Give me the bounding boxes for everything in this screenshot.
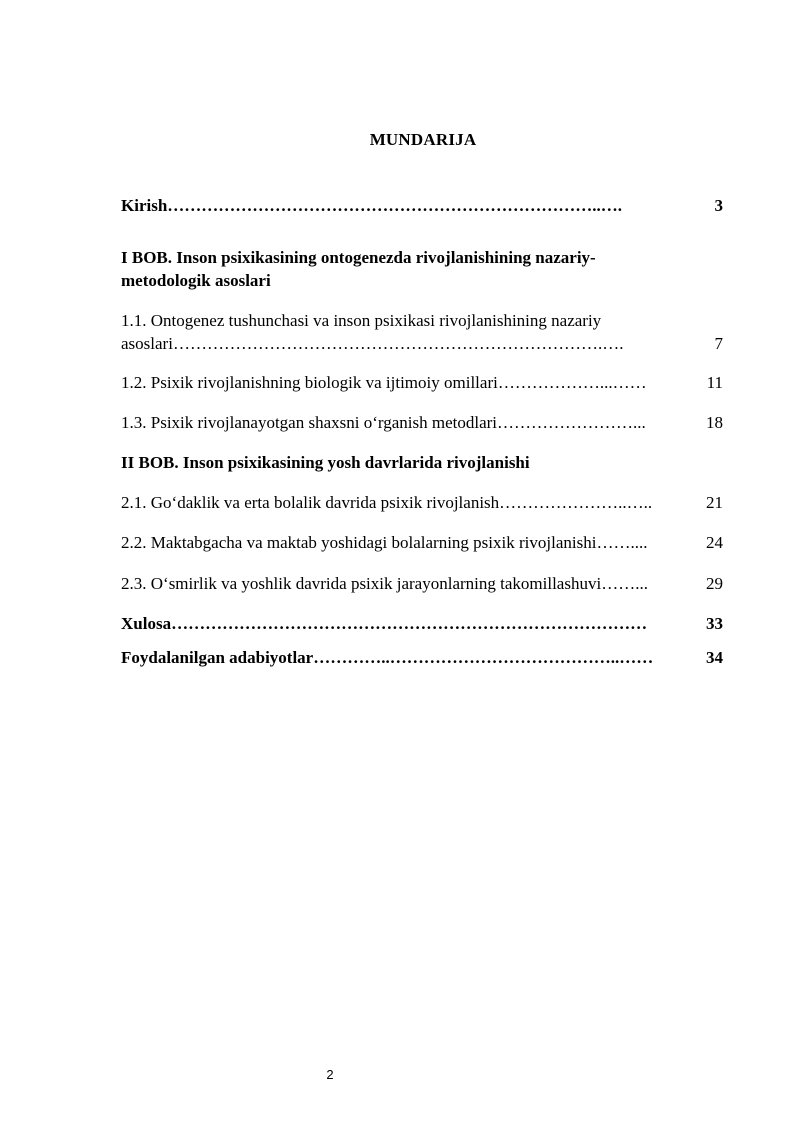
- toc-entry-references[interactable]: [121, 646, 723, 669]
- toc-entry-conclusion[interactable]: [121, 612, 723, 635]
- toc-entry-label: 2.3. Oʻsmirlik va yoshlik davrida psixik jarayonlarning takomillashuvi: [121, 574, 602, 593]
- toc-chapter-2[interactable]: II BOB. Inson psixikasining yosh davrlarida rivojlanishi: [121, 453, 530, 472]
- toc-page-number: 34: [706, 648, 723, 667]
- toc-section-1-2[interactable]: [121, 371, 723, 394]
- toc-entry-label: 1.2. Psixik rivojlanishning biologik va ijtimoiy omillari: [121, 373, 498, 392]
- toc-page-number: 7: [714, 334, 723, 353]
- toc-leader-dots: …………..…………………………………..……: [313, 648, 654, 667]
- toc-entry-label: Xulosa: [121, 614, 172, 633]
- toc-section-1-1-line-1[interactable]: 1.1. Ontogenez tushunchasi va inson psixikasi rivojlanishining nazariy: [121, 311, 602, 330]
- page-number-footer: 2: [326, 1067, 334, 1082]
- toc-entry-label: Foydalanilgan adabiyotlar: [121, 648, 314, 667]
- toc-section-1-1-line-2[interactable]: [121, 332, 723, 355]
- toc-leader-dots: …………………………………………………………………………: [171, 614, 648, 633]
- toc-section-1-3[interactable]: [121, 411, 723, 434]
- toc-page-number: 18: [706, 413, 723, 432]
- toc-entry-label: asoslari: [121, 334, 173, 353]
- toc-entry-label: 1.3. Psixik rivojlanayotgan shaxsni oʻrganish metodlari: [121, 413, 498, 432]
- toc-chapter-1-line-1[interactable]: I BOB. Inson psixikasining ontogenezda rivojlanishining nazariy-: [121, 248, 596, 267]
- toc-entry-intro[interactable]: [121, 194, 723, 217]
- toc-page-number: 3: [714, 196, 723, 215]
- toc-page-number: 33: [706, 614, 723, 633]
- toc-leader-dots: ……………………...: [497, 413, 646, 432]
- toc-entry-label: 2.1. Goʻdaklik va erta bolalik davrida psixik rivojlanish: [121, 493, 500, 512]
- toc-leader-dots: …………………………………………………………………..….: [167, 196, 623, 215]
- toc-section-2-1[interactable]: [121, 491, 723, 514]
- toc-leader-dots: ………………………………………………………………….….: [172, 334, 624, 353]
- toc-section-2-2[interactable]: [121, 531, 723, 554]
- toc-leader-dots: ………………...……: [497, 373, 647, 392]
- toc-page-number: 24: [706, 533, 723, 552]
- toc-entry-label: 2.2. Maktabgacha va maktab yoshidagi bolalarning psixik rivojlanishi: [121, 533, 597, 552]
- toc-leader-dots: ……...: [601, 574, 648, 593]
- page-title: MUNDARIJA: [369, 130, 477, 149]
- toc-leader-dots: ……....: [596, 533, 648, 552]
- toc-page-number: 21: [706, 493, 723, 512]
- toc-chapter-1-line-2[interactable]: metodologik asoslari: [121, 271, 271, 290]
- toc-entry-label: Kirish: [121, 196, 168, 215]
- toc-page-number: 11: [706, 373, 723, 392]
- toc-page-number: 29: [706, 574, 723, 593]
- toc-section-2-3[interactable]: [121, 572, 723, 595]
- toc-leader-dots: …………………..…..: [499, 493, 653, 512]
